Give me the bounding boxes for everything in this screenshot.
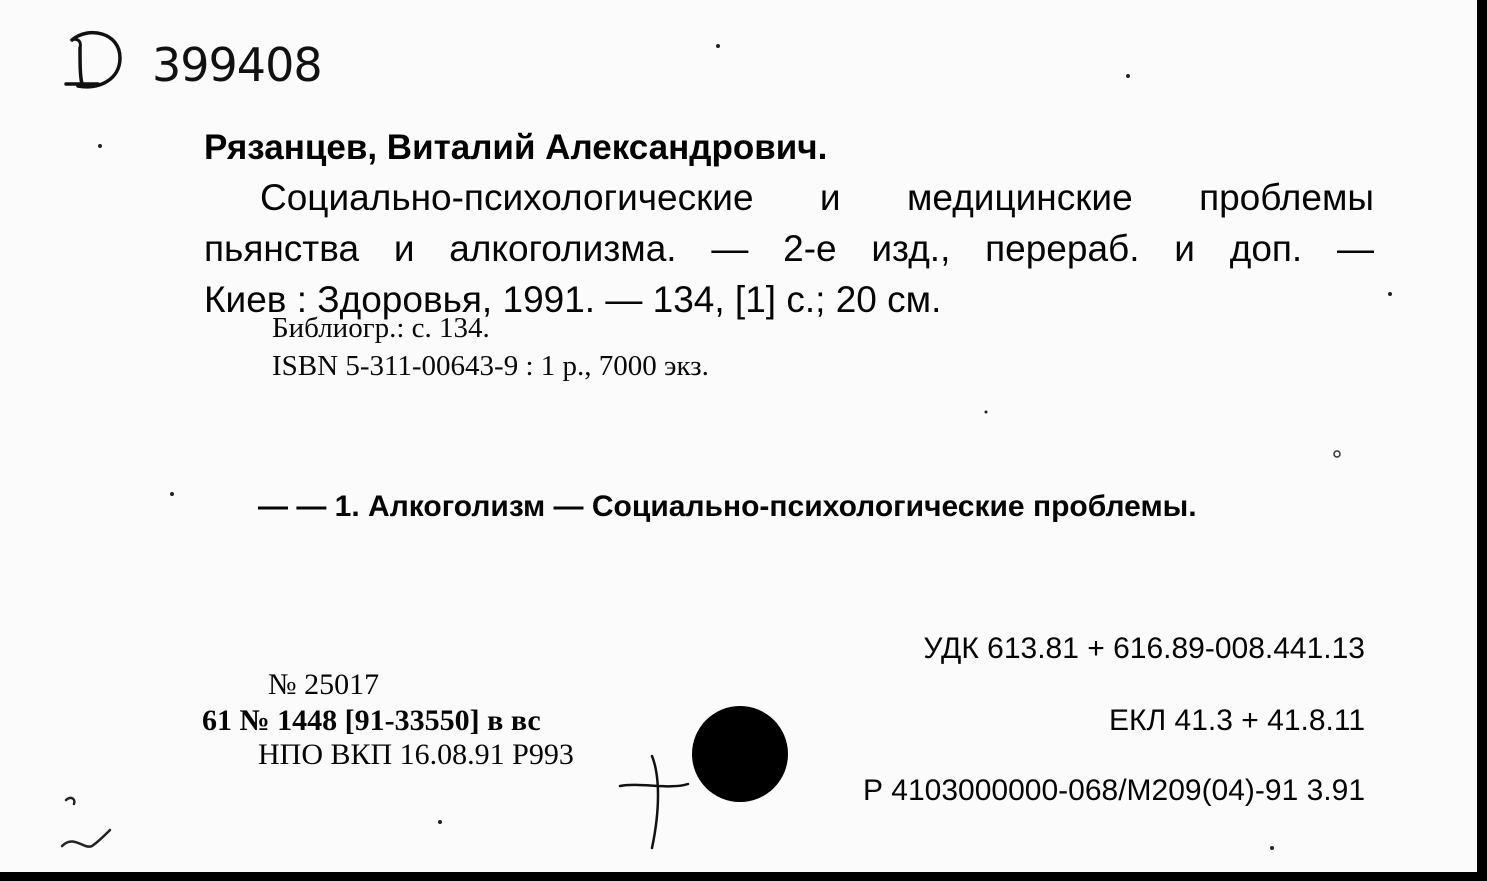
order-line: 61 № 1448 [91-33550] в вс (202, 704, 541, 737)
author-heading: Рязанцев, Виталий Александрович. (204, 128, 828, 167)
handwritten-letter-mark (58, 18, 128, 98)
title-line-3: Киев : Здоровья, 1991. — 134, [1] с.; 20 см. (204, 279, 942, 320)
bibliography-note: Библиогр.: с. 134. (272, 312, 490, 344)
subject-heading: — — 1. Алкоголизм — Социально-психологические проблемы. (258, 490, 1197, 523)
title-block (204, 172, 1374, 325)
ekl-code: ЕКЛ 41.3 + 41.8.11 (1109, 704, 1365, 737)
card-number: № 25017 (268, 668, 380, 701)
isbn-line: ISBN 5-311-00643-9 : 1 р., 7000 экз. (272, 350, 709, 382)
title-line-2: пьянства и алкоголизма. — 2-е изд., перераб. и доп. — (204, 228, 1374, 269)
punch-hole (692, 706, 788, 802)
title-line-1: Социально-психологические и медицинские проблемы (260, 177, 1374, 218)
udc-code: УДК 613.81 + 616.89-008.441.13 (923, 632, 1365, 665)
inventory-number: 399408 (152, 38, 322, 92)
publisher-line: НПО ВКП 16.08.91 Р993 (258, 738, 574, 771)
catalog-code: Р 4103000000-068/М209(04)-91 3.91 (862, 774, 1365, 807)
